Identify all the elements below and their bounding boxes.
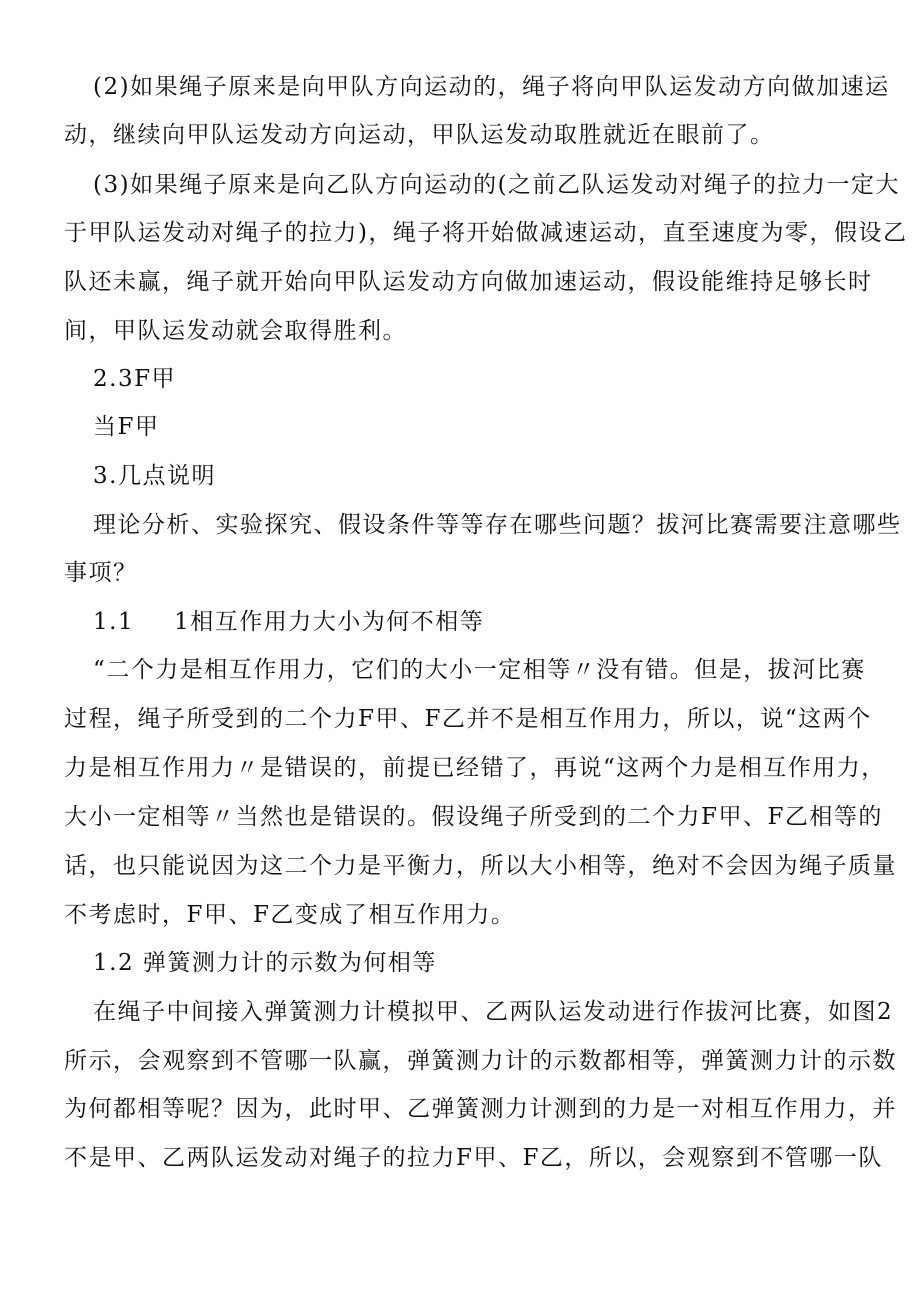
section-1-1-title: 1相互作用力大小为何不相等 (174, 609, 485, 635)
section-1-1-line-4: 大小一定相等〃当然也是错误的。假设绳子所受到的二个力F甲、F乙相等的 (64, 804, 883, 830)
paragraph-3-line-1: (3)如果绳子原来是向乙队方向运动的(之前乙队运发动对绳子的拉力一定大 (93, 172, 901, 198)
section-1-1-line-2: 过程，绳子所受到的二个力F甲、F乙并不是相互作用力，所以，说“这两个 (64, 706, 872, 732)
section-1-1-line-6: 不考虑时，F甲、F乙变成了相互作用力。 (64, 902, 516, 928)
section-1-2-heading: 1.2 弹簧测力计的示数为何相等 (93, 950, 437, 976)
section-1-2-line-4: 不是甲、乙两队运发动对绳子的拉力F甲、F乙，所以，会观察到不管哪一队 (64, 1145, 883, 1171)
paragraph-2-line-1: (2)如果绳子原来是向甲队方向运动的，绳子将向甲队运发动方向做加速运 (93, 74, 890, 100)
paragraph-3-line-3: 队还未赢，绳子就开始向甲队运发动方向做加速运动，假设能维持足够长时 (64, 269, 873, 295)
paragraph-3-line-4: 间，甲队运发动就会取得胜利。 (64, 318, 407, 344)
intro-line-1: 理论分析、实验探究、假设条件等等存在哪些问题？拔河比赛需要注意哪些 (93, 512, 902, 538)
section-1-1-heading (93, 607, 484, 637)
section-1-1-line-1: “二个力是相互作用力，它们的大小一定相等〃没有错。但是，拔河比赛 (93, 657, 866, 683)
paragraph-3-line-2: 于甲队运发动对绳子的拉力)，绳子将开始做减速运动，直至速度为零，假设乙 (64, 220, 908, 246)
section-1-2-line-2: 所示，会观察到不管哪一队赢，弹簧测力计的示数都相等，弹簧测力计的示数 (64, 1048, 897, 1074)
section-1-2-line-1: 在绳子中间接入弹簧测力计模拟甲、乙两队运发动进行作拔河比赛，如图2 (93, 999, 894, 1025)
section-2-3-heading: 2.3F甲 (93, 366, 177, 392)
paragraph-2-line-2: 动，继续向甲队运发动方向运动，甲队运发动取胜就近在眼前了。 (64, 122, 775, 148)
section-1-1-number: 1.1 (93, 609, 135, 635)
section-2-3-text: 当F甲 (93, 414, 160, 440)
intro-line-2: 事项？ (64, 560, 138, 586)
section-1-1-line-3: 力是相互作用力〃是错误的，前提已经错了，再说“这两个力是相互作用力， (64, 755, 886, 781)
section-1-2-line-3: 为何都相等呢？因为，此时甲、乙弹簧测力计测到的力是一对相互作用力，并 (64, 1096, 897, 1122)
section-1-1-line-5: 话，也只能说因为这二个力是平衡力，所以大小相等，绝对不会因为绳子质量 (64, 853, 897, 879)
section-3-heading: 3.几点说明 (93, 463, 216, 489)
